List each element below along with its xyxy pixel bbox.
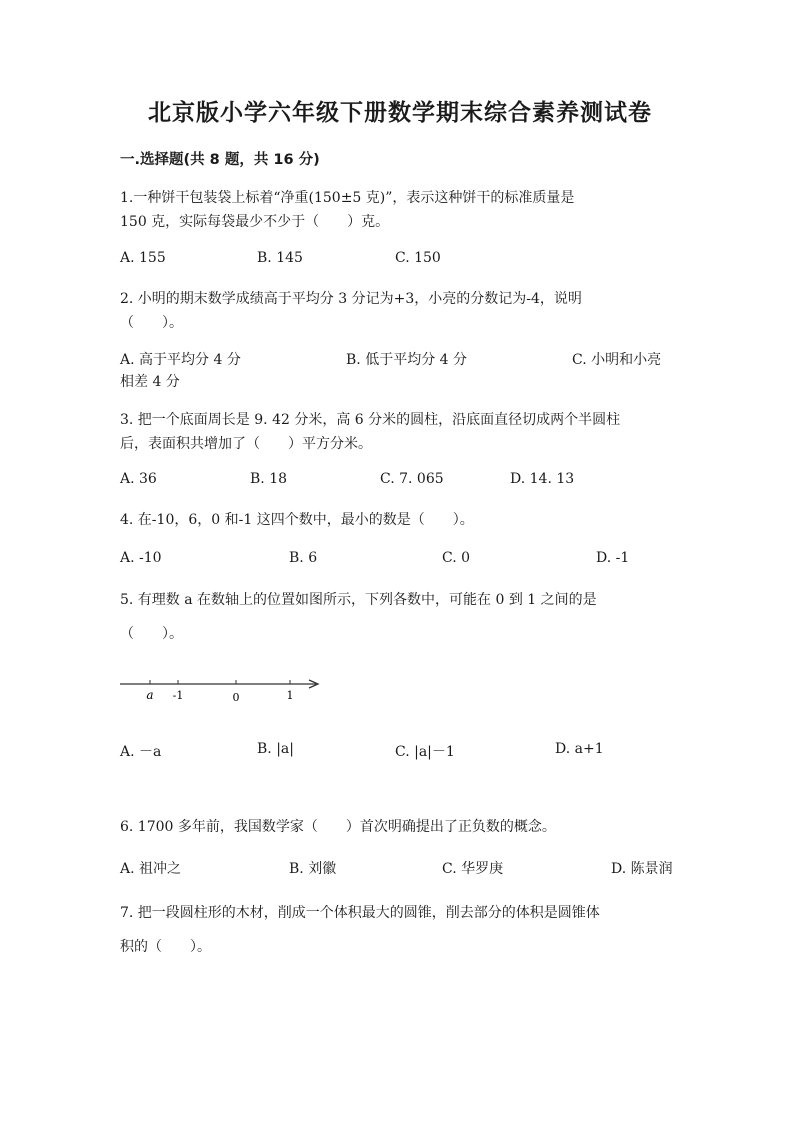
question-line: （ ）。 [120,626,183,642]
page-title: 北京版小学六年级下册数学期末综合素养测试卷 [148,100,652,126]
option-b[interactable]: B. |a| [257,741,294,757]
option-a[interactable]: A. －a [120,744,162,760]
option-a[interactable]: A. 祖冲之 [120,861,182,877]
label-0: 0 [232,691,240,704]
question-5-cont [120,622,680,646]
option-b[interactable]: B. 18 [250,471,288,487]
option-c[interactable]: C. 7. 065 [380,471,444,487]
question-line: 积的（ ）。 [120,939,211,955]
question-line: 3. 把一个底面周长是 9. 42 分米，高 6 分米的圆柱，沿底面直径切成两个半圆柱 [120,412,621,428]
question-5 [120,588,680,612]
option-c[interactable]: C. 0 [442,550,471,566]
label-minus-1: -1 [172,689,184,702]
question-line: （ ）。 [120,315,183,331]
label-1: 1 [286,689,294,702]
option-b[interactable]: B. 低于平均分 4 分 [346,352,467,368]
number-line-figure [118,672,328,708]
question-6 [120,815,680,839]
option-b[interactable]: B. 刘徽 [289,861,337,877]
question-4 [120,508,680,532]
question-7 [120,896,680,964]
option-d[interactable]: D. 14. 13 [510,471,575,487]
option-a[interactable]: A. 高于平均分 4 分 [120,352,241,368]
question-3 [120,408,680,456]
question-line: 5. 有理数 a 在数轴上的位置如图所示，下列各数中，可能在 0 到 1 之间的是 [120,592,597,608]
option-c[interactable]: C. 华罗庚 [442,861,504,877]
question-line: 2. 小明的期末数学成绩高于平均分 3 分记为+3，小亮的分数记为-4，说明 [120,291,582,307]
question-line: 6. 1700 多年前，我国数学家（ ）首次明确提出了正负数的概念。 [120,819,556,835]
option-c-wrap: 相差 4 分 [120,374,180,390]
section-heading: 一.选择题(共 8 题，共 16 分) [120,152,320,168]
option-b[interactable]: B. 145 [257,250,303,266]
question-line: 1.一种饼干包装袋上标着“净重(150±5 克)”，表示这种饼干的标准质量是 [120,190,575,206]
question-line: 150 克，实际每袋最少不少于（ ）克。 [120,214,390,230]
option-d[interactable]: D. a+1 [555,741,604,757]
option-c[interactable]: C. |a|－1 [395,744,455,760]
question-1 [120,186,680,234]
question-line: 7. 把一段圆柱形的木材，削成一个体积最大的圆锥，削去部分的体积是圆锥体 [120,905,600,921]
option-a[interactable]: A. 155 [120,250,166,266]
option-b[interactable]: B. 6 [289,550,318,566]
question-line: 4. 在-10，6，0 和-1 这四个数中，最小的数是（ ）。 [120,512,474,528]
option-d[interactable]: D. -1 [596,550,630,566]
option-a[interactable]: A. -10 [120,550,162,566]
label-a: a [146,688,154,702]
option-c[interactable]: C. 小明和小亮 [572,352,662,368]
question-line: 后，表面积共增加了（ ）平方分米。 [120,436,372,452]
option-c[interactable]: C. 150 [395,250,441,266]
question-2 [120,287,680,335]
option-d[interactable]: D. 陈景润 [611,861,673,877]
option-a[interactable]: A. 36 [120,471,157,487]
